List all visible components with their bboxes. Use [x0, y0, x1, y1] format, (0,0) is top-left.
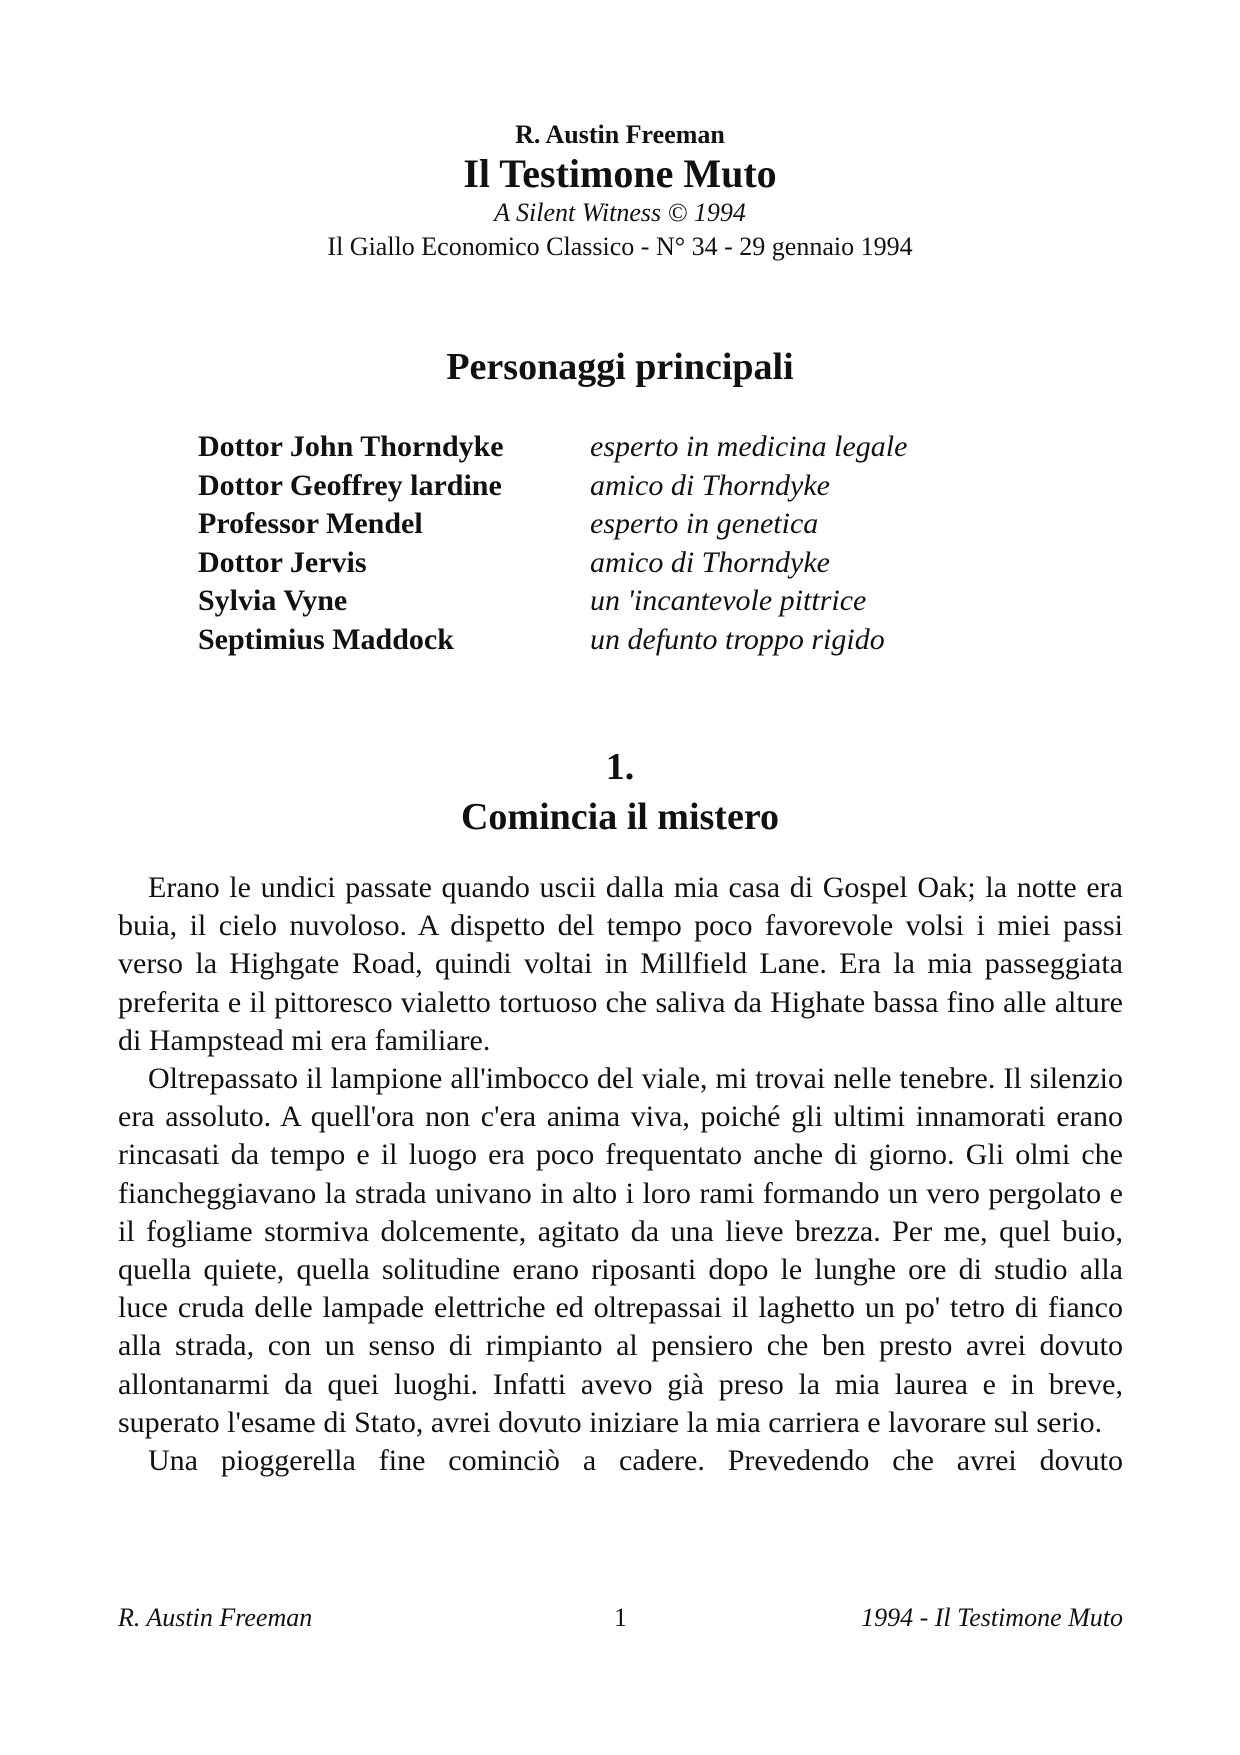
original-title: A Silent Witness © 1994	[494, 198, 746, 227]
character-name: Dottor Jervis	[198, 545, 367, 579]
footer-title: 1994 - Il Testimone Muto	[861, 1603, 1123, 1632]
characters-list	[198, 428, 1098, 659]
page-footer	[118, 1601, 1123, 1635]
chapter-number: 1.	[605, 746, 635, 788]
book-title: Il Testimone Muto	[463, 151, 777, 196]
character-row	[198, 467, 1098, 506]
character-name: Professor Mendel	[198, 507, 423, 540]
title-block	[0, 118, 1240, 264]
body-paragraph: Una pioggerella fine cominciò a cadere. Prevedendo che avrei dovuto	[148, 1444, 1123, 1478]
chapter-body	[118, 869, 1123, 1480]
page-number: 1	[614, 1603, 627, 1632]
character-role: amico di Thorndyke	[590, 545, 830, 579]
character-row	[198, 621, 1098, 660]
characters-heading: Personaggi principali	[446, 346, 794, 388]
character-row	[198, 505, 1098, 544]
character-name: Dottor Geoffrey lardine	[198, 468, 502, 502]
character-role: un defunto troppo rigido	[590, 622, 885, 656]
footer-author: R. Austin Freeman	[118, 1603, 313, 1632]
character-name: Sylvia Vyne	[198, 584, 348, 617]
character-role: amico di Thorndyke	[590, 468, 830, 502]
body-paragraph: Oltrepassato il lampione all'imbocco del viale, mi trovai nelle tenebre. Il silenzio era assoluto. A quell'ora non c'era anima viva, poiché gli ultimi innamorati erano rincasati da tempo e il luogo era poco frequentato anche di giorno. Gli olmi che fiancheggiavano la strada univano in alto i loro rami formando un vero pergolato e il fogliame stormiva dolcemente, agitato da una lieve brezza. Per me, quel buio, quella quiete, quella solitudine erano riposanti dopo le lunghe ore di studio alla luce cruda delle lampade elettriche ed oltrepassai il laghetto un po' tetro di fianco alla strada, con un senso di rimpianto al pensiero che ben presto avrei dovuto allontanarmi da quei luoghi. Infatti avevo già preso la mia laurea e in breve, superato l'esame di Stato, avrei dovuto iniziare la mia carriera e lavorare sul serio.	[118, 1062, 1123, 1439]
character-role: un 'incantevole pittrice	[590, 584, 867, 617]
character-name: Septimius Maddock	[198, 622, 454, 656]
character-row	[198, 428, 1098, 467]
character-row	[198, 544, 1098, 583]
character-name: Dottor John Thorndyke	[198, 430, 504, 463]
chapter-title: Comincia il mistero	[460, 796, 780, 838]
chapter-heading	[0, 742, 1240, 842]
character-role: esperto in medicina legale	[590, 430, 908, 463]
author-name: R. Austin Freeman	[515, 120, 725, 149]
character-role: esperto in genetica	[590, 507, 819, 540]
series-info: Il Giallo Economico Classico - N° 34 - 29 gennaio 1994	[327, 232, 913, 261]
character-row	[198, 582, 1098, 621]
body-paragraph: Erano le undici passate quando uscii dalla mia casa di Gospel Oak; la notte era buia, il cielo nuvoloso. A dispetto del tempo poco favorevole volsi i miei passi verso la Highgate Road, quindi voltai in Millfield Lane. Era la mia passeggiata preferita e il pittoresco vialetto tortuoso che saliva da Highate bassa fino alle alture di Hampstead mi era familiare.	[118, 871, 1123, 1057]
